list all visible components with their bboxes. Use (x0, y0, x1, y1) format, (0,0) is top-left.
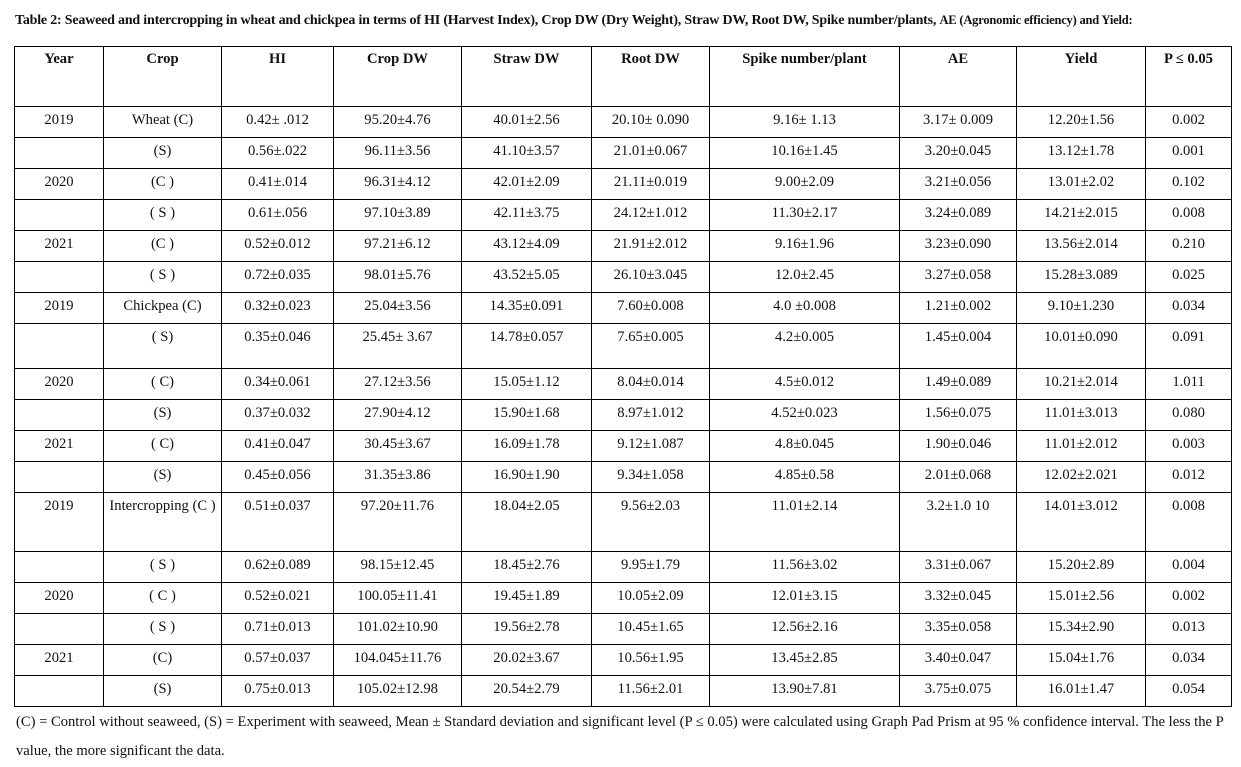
table-cell: 14.78±0.057 (462, 324, 592, 369)
table-cell: 25.45± 3.67 (334, 324, 462, 369)
results-table (14, 46, 1232, 707)
table-cell: 16.09±1.78 (462, 431, 592, 462)
table-cell: 1.90±0.046 (900, 431, 1017, 462)
table-cell: 40.01±2.56 (462, 107, 592, 138)
table-cell: 0.57±0.037 (222, 645, 334, 676)
table-cell: ( S ) (104, 200, 222, 231)
table-cell: 19.56±2.78 (462, 614, 592, 645)
table-body (15, 107, 1232, 707)
table-cell: 98.01±5.76 (334, 262, 462, 293)
table-cell: 27.12±3.56 (334, 369, 462, 400)
table-row (15, 400, 1232, 431)
column-header: Crop DW (334, 47, 462, 107)
column-header: Yield (1017, 47, 1146, 107)
table-cell: 11.56±3.02 (710, 552, 900, 583)
table-cell: 0.102 (1146, 169, 1232, 200)
table-cell: 96.31±4.12 (334, 169, 462, 200)
table-cell: 11.01±2.012 (1017, 431, 1146, 462)
table-cell: 98.15±12.45 (334, 552, 462, 583)
table-cell: 15.90±1.68 (462, 400, 592, 431)
table-row (15, 462, 1232, 493)
table-cell: 20.02±3.67 (462, 645, 592, 676)
table-cell: 4.5±0.012 (710, 369, 900, 400)
table-cell: 10.56±1.95 (592, 645, 710, 676)
table-cell: 25.04±3.56 (334, 293, 462, 324)
table-row (15, 138, 1232, 169)
table-cell: 3.21±0.056 (900, 169, 1017, 200)
table-cell: 14.35±0.091 (462, 293, 592, 324)
table-cell: 10.21±2.014 (1017, 369, 1146, 400)
table-cell: 0.32±0.023 (222, 293, 334, 324)
table-cell: 3.32±0.045 (900, 583, 1017, 614)
table-cell: (C) (104, 645, 222, 676)
table-row (15, 583, 1232, 614)
table-cell: 2020 (15, 583, 104, 614)
table-caption (15, 13, 1235, 29)
table-cell: 0.210 (1146, 231, 1232, 262)
table-cell: 8.04±0.014 (592, 369, 710, 400)
table-cell: 30.45±3.67 (334, 431, 462, 462)
table-cell (15, 552, 104, 583)
table-cell: 9.34±1.058 (592, 462, 710, 493)
table-cell (15, 462, 104, 493)
table-cell (15, 200, 104, 231)
table-cell: 9.12±1.087 (592, 431, 710, 462)
table-cell: 0.41±0.047 (222, 431, 334, 462)
table-cell: 2021 (15, 431, 104, 462)
table-cell: 0.75±0.013 (222, 676, 334, 707)
table-cell: 13.45±2.85 (710, 645, 900, 676)
table-cell: ( S) (104, 324, 222, 369)
table-cell: 0.34±0.061 (222, 369, 334, 400)
table-cell: 9.10±1.230 (1017, 293, 1146, 324)
table-cell: 13.90±7.81 (710, 676, 900, 707)
table-cell: 12.0±2.45 (710, 262, 900, 293)
table-row (15, 493, 1232, 552)
table-cell: (S) (104, 400, 222, 431)
table-cell: 0.054 (1146, 676, 1232, 707)
table-cell: 1.45±0.004 (900, 324, 1017, 369)
table-cell: 16.90±1.90 (462, 462, 592, 493)
table-cell: 12.01±3.15 (710, 583, 900, 614)
column-header: Crop (104, 47, 222, 107)
table-row (15, 324, 1232, 369)
table-cell: 10.45±1.65 (592, 614, 710, 645)
table-cell: 104.045±11.76 (334, 645, 462, 676)
table-cell: 15.01±2.56 (1017, 583, 1146, 614)
table-cell (15, 614, 104, 645)
table-cell: 7.65±0.005 (592, 324, 710, 369)
table-cell: 1.21±0.002 (900, 293, 1017, 324)
table-cell: (S) (104, 462, 222, 493)
table-cell: 4.2±0.005 (710, 324, 900, 369)
table-cell: 1.011 (1146, 369, 1232, 400)
table-cell: 0.008 (1146, 200, 1232, 231)
table-cell: 0.080 (1146, 400, 1232, 431)
table-cell: ( S ) (104, 552, 222, 583)
table-cell (15, 400, 104, 431)
table-row (15, 200, 1232, 231)
table-cell: 0.41±.014 (222, 169, 334, 200)
table-cell: 0.45±0.056 (222, 462, 334, 493)
header-row (15, 47, 1232, 107)
table-cell: 20.10± 0.090 (592, 107, 710, 138)
table-row (15, 231, 1232, 262)
table-cell: 18.45±2.76 (462, 552, 592, 583)
table-cell: 95.20±4.76 (334, 107, 462, 138)
table-cell: 0.51±0.037 (222, 493, 334, 552)
table-cell (15, 324, 104, 369)
table-cell: Chickpea (C) (104, 293, 222, 324)
table-cell: 0.72±0.035 (222, 262, 334, 293)
table-cell: 18.04±2.05 (462, 493, 592, 552)
table-cell: 31.35±3.86 (334, 462, 462, 493)
table-cell: 3.35±0.058 (900, 614, 1017, 645)
table-cell: 21.91±2.012 (592, 231, 710, 262)
table-cell: (S) (104, 138, 222, 169)
table-cell: 10.16±1.45 (710, 138, 900, 169)
table-cell: 24.12±1.012 (592, 200, 710, 231)
table-cell: 0.52±0.021 (222, 583, 334, 614)
caption-tail: AE (Agronomic efficiency) and Yield: (939, 13, 1133, 27)
table-cell: 3.2±1.0 10 (900, 493, 1017, 552)
table-cell: 15.05±1.12 (462, 369, 592, 400)
table-cell: 97.21±6.12 (334, 231, 462, 262)
table-cell: 42.11±3.75 (462, 200, 592, 231)
table-row (15, 676, 1232, 707)
table-row (15, 614, 1232, 645)
column-header: Spike number/plant (710, 47, 900, 107)
table-cell: 3.17± 0.009 (900, 107, 1017, 138)
table-cell: 4.0 ±0.008 (710, 293, 900, 324)
table-cell: 9.00±2.09 (710, 169, 900, 200)
table-cell: 0.008 (1146, 493, 1232, 552)
table-cell: 4.52±0.023 (710, 400, 900, 431)
table-cell: 1.56±0.075 (900, 400, 1017, 431)
table-cell: 4.8±0.045 (710, 431, 900, 462)
table-row (15, 293, 1232, 324)
table-cell: Intercropping (C ) (104, 493, 222, 552)
table-cell: 12.02±2.021 (1017, 462, 1146, 493)
table-cell: 9.95±1.79 (592, 552, 710, 583)
table-cell: ( C) (104, 431, 222, 462)
table-cell: 12.56±2.16 (710, 614, 900, 645)
table-cell: 96.11±3.56 (334, 138, 462, 169)
table-cell: 0.37±0.032 (222, 400, 334, 431)
table-cell: 7.60±0.008 (592, 293, 710, 324)
column-header: P ≤ 0.05 (1146, 47, 1232, 107)
table-cell: 27.90±4.12 (334, 400, 462, 431)
table-cell: 0.034 (1146, 293, 1232, 324)
table-cell: 0.004 (1146, 552, 1232, 583)
table-cell: 3.20±0.045 (900, 138, 1017, 169)
table-cell: 0.35±0.046 (222, 324, 334, 369)
table-footnote: (C) = Control without seaweed, (S) = Experiment with seaweed, Mean ± Standard deviation and significant level (P ≤ 0.05) were calculated using Graph Pad Prism at 95 % confidence interval. The less the P value, the more significant the data. (16, 714, 1224, 759)
table-cell: 3.23±0.090 (900, 231, 1017, 262)
table-cell: 105.02±12.98 (334, 676, 462, 707)
table-cell: 3.40±0.047 (900, 645, 1017, 676)
column-header: Straw DW (462, 47, 592, 107)
table-row (15, 169, 1232, 200)
table-cell: ( C) (104, 369, 222, 400)
table-cell: 2019 (15, 293, 104, 324)
table-cell: 10.05±2.09 (592, 583, 710, 614)
table-cell: 2021 (15, 231, 104, 262)
table-cell: 2019 (15, 107, 104, 138)
table-cell: 19.45±1.89 (462, 583, 592, 614)
table-cell: 1.49±0.089 (900, 369, 1017, 400)
table-cell (15, 262, 104, 293)
table-cell: 100.05±11.41 (334, 583, 462, 614)
table-cell: 14.21±2.015 (1017, 200, 1146, 231)
table-cell: 14.01±3.012 (1017, 493, 1146, 552)
table-cell: 9.16± 1.13 (710, 107, 900, 138)
table-cell: 11.56±2.01 (592, 676, 710, 707)
caption-main: Table 2: Seaweed and intercropping in wheat and chickpea in terms of HI (Harvest Index), Crop DW (Dry Weight), Straw DW, Root DW, Spike number/plants, (15, 13, 937, 28)
table-cell: 21.11±0.019 (592, 169, 710, 200)
table-cell: 13.12±1.78 (1017, 138, 1146, 169)
table-cell: 0.56±.022 (222, 138, 334, 169)
table-cell: 0.61±.056 (222, 200, 334, 231)
table-header (15, 47, 1232, 107)
table-cell: 21.01±0.067 (592, 138, 710, 169)
table-cell: 2.01±0.068 (900, 462, 1017, 493)
table-cell: 3.31±0.067 (900, 552, 1017, 583)
table-cell: 0.003 (1146, 431, 1232, 462)
table-cell: 15.20±2.89 (1017, 552, 1146, 583)
table-cell: 9.56±2.03 (592, 493, 710, 552)
table-cell (15, 676, 104, 707)
table-cell: 0.62±0.089 (222, 552, 334, 583)
table-cell: 13.56±2.014 (1017, 231, 1146, 262)
table-cell: 0.001 (1146, 138, 1232, 169)
table-cell: 11.30±2.17 (710, 200, 900, 231)
table-cell: 9.16±1.96 (710, 231, 900, 262)
table-cell: 12.20±1.56 (1017, 107, 1146, 138)
table-cell: 2020 (15, 369, 104, 400)
table-cell: 26.10±3.045 (592, 262, 710, 293)
table-cell: 0.71±0.013 (222, 614, 334, 645)
table-cell: 20.54±2.79 (462, 676, 592, 707)
table-cell: 3.75±0.075 (900, 676, 1017, 707)
table-cell: 8.97±1.012 (592, 400, 710, 431)
column-header: AE (900, 47, 1017, 107)
table-cell: 42.01±2.09 (462, 169, 592, 200)
table-cell: 4.85±0.58 (710, 462, 900, 493)
table-cell: 0.025 (1146, 262, 1232, 293)
table-cell: (C ) (104, 231, 222, 262)
table-cell: 43.52±5.05 (462, 262, 592, 293)
table-row (15, 262, 1232, 293)
table-cell: ( S ) (104, 614, 222, 645)
table-cell: 0.002 (1146, 583, 1232, 614)
table-cell: 0.42± .012 (222, 107, 334, 138)
table-cell: 101.02±10.90 (334, 614, 462, 645)
table-cell: 3.24±0.089 (900, 200, 1017, 231)
table-cell: 97.20±11.76 (334, 493, 462, 552)
table-cell: 11.01±3.013 (1017, 400, 1146, 431)
table-cell: ( C ) (104, 583, 222, 614)
table-cell: 0.52±0.012 (222, 231, 334, 262)
table-cell: 0.034 (1146, 645, 1232, 676)
table-row (15, 369, 1232, 400)
table-cell: (C ) (104, 169, 222, 200)
table-cell: 10.01±0.090 (1017, 324, 1146, 369)
column-header: Root DW (592, 47, 710, 107)
table-cell: 15.04±1.76 (1017, 645, 1146, 676)
table-cell: 41.10±3.57 (462, 138, 592, 169)
table-cell: 15.28±3.089 (1017, 262, 1146, 293)
table-cell: 97.10±3.89 (334, 200, 462, 231)
table-cell: 2020 (15, 169, 104, 200)
table-cell: 11.01±2.14 (710, 493, 900, 552)
table-cell: 0.012 (1146, 462, 1232, 493)
table-row (15, 552, 1232, 583)
table-cell (15, 138, 104, 169)
table-cell: Wheat (C) (104, 107, 222, 138)
table-row (15, 107, 1232, 138)
table-cell: 2021 (15, 645, 104, 676)
table-cell: 13.01±2.02 (1017, 169, 1146, 200)
table-cell: 3.27±0.058 (900, 262, 1017, 293)
table-cell: 2019 (15, 493, 104, 552)
table-cell: 0.013 (1146, 614, 1232, 645)
table-cell: 0.002 (1146, 107, 1232, 138)
table-cell: 43.12±4.09 (462, 231, 592, 262)
table-row (15, 431, 1232, 462)
table-row (15, 645, 1232, 676)
table-cell: 0.091 (1146, 324, 1232, 369)
column-header: Year (15, 47, 104, 107)
column-header: HI (222, 47, 334, 107)
table-cell: (S) (104, 676, 222, 707)
table-cell: 16.01±1.47 (1017, 676, 1146, 707)
table-cell: 15.34±2.90 (1017, 614, 1146, 645)
table-cell: ( S ) (104, 262, 222, 293)
